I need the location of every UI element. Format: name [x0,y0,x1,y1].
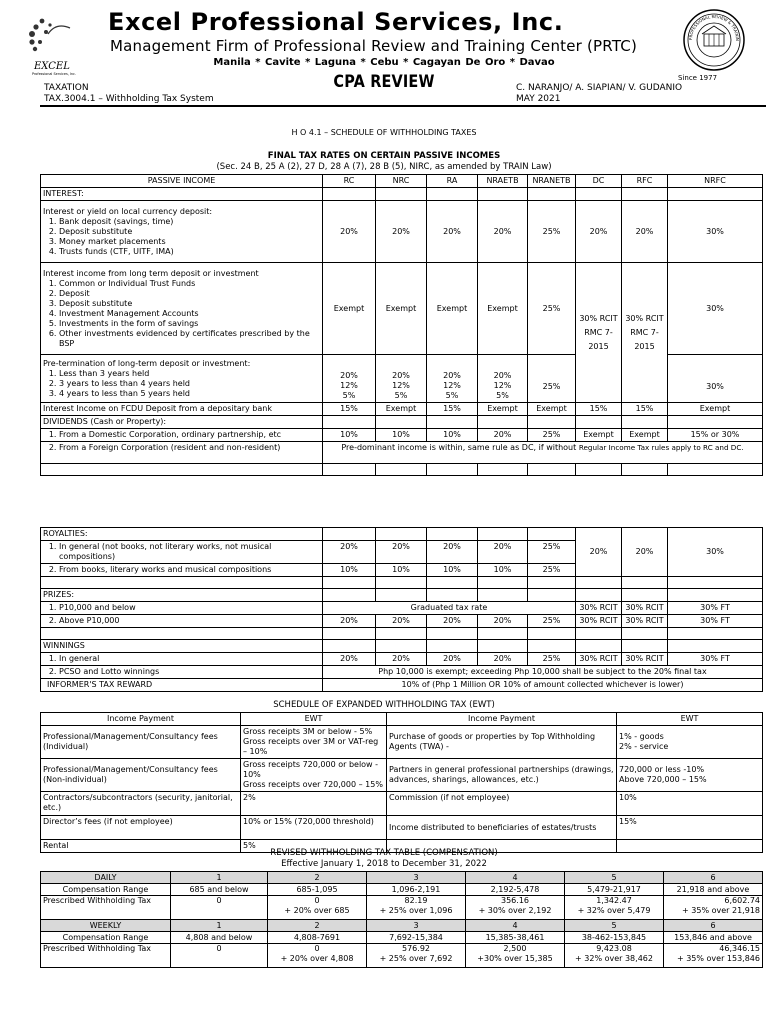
informer-label: INFORMER'S TAX REWARD [41,679,323,692]
rate-cell: 30% RCIT [622,602,668,615]
list-item: 2. 3 years to less than 4 years held [59,379,320,389]
daily-label: DAILY [41,872,171,884]
rate-cell: 30% FT [668,653,763,666]
rate-cell: 20% [427,201,478,263]
table-row [41,442,763,464]
local-currency-cell [41,201,323,263]
ewt-cell: 10% or 15% (720,000 threshold) [241,816,387,840]
table-row [41,726,763,759]
range-cell: 7,692-15,384 [367,932,466,944]
ewt-cell: Contractors/subcontractors (security, janitorial, etc.) [41,792,241,816]
wtax-subtitle: Effective January 1, 2018 to December 31, 2022 [281,859,487,869]
subject: TAXATION [44,83,89,93]
table-row [41,628,763,640]
handout-title: H O 4.1 – SCHEDULE OF WITHHOLDING TAXES [291,128,477,137]
local-intro: Interest or yield on local currency deposit: [43,206,213,216]
list-item: 2. Deposit substitute [59,227,320,237]
range-cell: 2,192-5,478 [466,884,565,896]
column-header: DC [576,175,622,188]
rate-cell: Exempt [376,263,427,355]
column-header: 3 [367,920,466,932]
column-header: 2 [268,872,367,884]
subject-code: TAX.3004.1 – Withholding Tax System [44,94,214,104]
royalties-label: ROYALTIES: [41,528,323,541]
royalties-table [40,527,763,692]
rate-cell: 25% [528,541,576,564]
ewt-cell: Gross receipts 720,000 or below - 10% Gross receipts over 720,000 – 15% [241,759,387,792]
table-row [41,759,763,792]
svg-text:PROFESSIONAL REVIEW & TRAINING: PROFESSIONAL REVIEW & TRAININ [687,13,741,41]
rate-cell: 20% [478,615,528,628]
interest-label: INTEREST: [41,188,323,201]
ewt-cell: Income distributed to beneficiaries of estates/trusts [387,816,617,840]
pre-intro: Pre-termination of long-term deposit or investment: [43,358,251,368]
table-row [41,896,763,920]
list-item: 1. Less than 3 years held [59,369,320,379]
ewt-cell: 15% [617,816,763,840]
list-item: 4. Trusts funds (CTF, UITF, IMA) [59,247,320,257]
table-row [41,201,763,263]
pre-rate-nrc: 20% 12% 5% [376,355,427,403]
table-row [41,666,763,679]
rate-cell: 20% [478,653,528,666]
tax-cell: 0 + 20% over 685 [268,896,367,920]
rcit-rfc-cell: 30% RCIT RMC 7-2015 [622,263,668,403]
ewt-cell: 10% [617,792,763,816]
column-header: NRANETB [528,175,576,188]
table-row [41,416,763,429]
rate-cell: Exempt [622,429,668,442]
column-header: 1 [171,920,268,932]
table-row [41,429,763,442]
final-tax-title: FINAL TAX RATES ON CERTAIN PASSIVE INCOMES [267,151,501,161]
div-foreign-note: Pre-dominant income is within, same rule as DC, if without Regular Income Tax rules apply to RC and DC. [323,442,763,464]
rate-cell: 20% [376,201,427,263]
list-item: 3. Money market placements [59,237,320,247]
ewt-cell: Partners in general professional partnerships (drawings, advances, sharings, allowances, etc.) [387,759,617,792]
column-header: 4 [466,920,565,932]
range-cell: 153,846 and above [664,932,763,944]
ewt-cell: Professional/Management/Consultancy fees (Non-individual) [41,759,241,792]
table-row [41,577,763,589]
rate-cell: 10% [427,564,478,577]
tax-cell: 82.19 + 25% over 1,096 [367,896,466,920]
range-cell: 685-1,095 [268,884,367,896]
tax-cell: 6,602.74 + 35% over 21,918 [664,896,763,920]
rate-cell: 20% [376,541,427,564]
column-header: RA [427,175,478,188]
list-item: 5. Investments in the form of savings [59,319,320,329]
rate-cell: 20% [323,201,376,263]
pre-termination-cell [41,355,323,403]
ewt-cell: Rental [41,840,241,853]
pre-rate-nraetb: 20% 12% 5% [478,355,528,403]
rate-cell: 20% [427,653,478,666]
rate-cell: 30% RCIT [576,602,622,615]
rate-cell: Exempt [528,403,576,416]
range-label: Compensation Range [41,884,171,896]
range-cell: 4,808-7691 [268,932,367,944]
prizes-label: PRIZES: [41,589,323,602]
list-item: 1. Common or Individual Trust Funds [59,279,320,289]
rate-cell: 15% [427,403,478,416]
pre-rate-rc: 20% 12% 5% [323,355,376,403]
table-row [41,944,763,968]
rate-cell: 20% [323,653,376,666]
since-year: Since 1977 [678,74,718,82]
date: MAY 2021 [516,94,561,104]
winnings-label: WINNINGS [41,640,323,653]
column-header: NRC [376,175,427,188]
table-header-row [41,872,763,884]
list-item: 3. Deposit substitute [59,299,320,309]
column-header: EWT [241,713,387,726]
svg-text:EXCEL: EXCEL [34,61,70,72]
column-header: Income Payment [387,713,617,726]
rate-cell: 15% or 30% [668,429,763,442]
author-block [516,83,682,105]
company-subtitle: Management Firm of Professional Review and Training Center (PRTC) [110,37,638,55]
table-row [41,816,763,840]
range-cell: 685 and below [171,884,268,896]
table-row [41,932,763,944]
rate-cell: 15% [576,403,622,416]
table-header-row [41,175,763,188]
ewt-table [40,712,763,853]
prize-low-cell: 1. P10,000 and below [41,602,323,615]
pcso-cell: 2. PCSO and Lotto winnings [41,666,323,679]
range-cell: 15,385-38,461 [466,932,565,944]
column-header: 2 [268,920,367,932]
wtax-title: REVISED WITHHOLDING TAX TABLE (COMPENSATION) [270,848,498,858]
rate-cell: Exempt [323,263,376,355]
rate-cell: 20% [576,201,622,263]
rate-cell: 30% [668,263,763,355]
rate-cell: 20% [622,201,668,263]
royalty-nrfc: 30% [668,528,763,577]
list-item: 6. Other investments evidenced by certificates prescribed by the BSP [59,329,320,349]
tax-cell: 0 [171,944,268,968]
graduated-rate: Graduated tax rate [323,602,576,615]
tax-cell: 46,346.15 + 35% over 153,846 [664,944,763,968]
ewt-cell: Director’s fees (if not employee) [41,816,241,840]
header-rule [40,105,766,107]
rate-cell: 20% [427,615,478,628]
rate-cell: Exempt [427,263,478,355]
royalty-general-cell: 1. In general (not books, not literary works, not musical compositions) [41,541,323,564]
authors: C. NARANJO/ A. SIAPIAN/ V. GUDANIO [516,83,683,93]
pre-rate-ra: 20% 12% 5% [427,355,478,403]
ewt-cell: Gross receipts 3M or below - 5% Gross receipts over 3M or VAT-reg – 10% [241,726,387,759]
column-header: RC [323,175,376,188]
ewt-cell: 720,000 or less -10% Above 720,000 – 15% [617,759,763,792]
range-label: Compensation Range [41,932,171,944]
range-cell: 1,096-2,191 [367,884,466,896]
table-header-row [41,920,763,932]
tax-cell: 356.16 + 30% over 2,192 [466,896,565,920]
rate-cell: 20% [376,653,427,666]
rate-cell: 30% RCIT [622,615,668,628]
table-row [41,602,763,615]
rate-cell: 20% [478,541,528,564]
rate-cell: 20% [478,429,528,442]
list-item: 2. Deposit [59,289,320,299]
table-row [41,884,763,896]
rate-cell: 10% [478,564,528,577]
ewt-cell: Professional/Management/Consultancy fees (Individual) [41,726,241,759]
rate-cell: Exempt [478,263,528,355]
royalty-books-cell: 2. From books, literary works and musical compositions [41,564,323,577]
rcit-dc-cell: 30% RCIT RMC 7-2015 [576,263,622,403]
rate-cell: 20% [323,615,376,628]
column-header: 5 [565,872,664,884]
tax-cell: 0 + 20% over 4,808 [268,944,367,968]
column-header: 4 [466,872,565,884]
ewt-cell: Commission (if not employee) [387,792,617,816]
fcdu-label: Interest Income on FCDU Deposit from a depositary bank [41,403,323,416]
royalty-rfc: 20% [622,528,668,577]
range-cell: 21,918 and above [664,884,763,896]
tax-cell: 0 [171,896,268,920]
table-row [41,464,763,476]
table-row [41,589,763,602]
final-tax-subtitle: (Sec. 24 B, 25 A (2), 27 D, 28 A (7), 28 B (5), NIRC, as amended by TRAIN Law) [216,162,552,172]
rate-cell: 20% [323,541,376,564]
rate-cell: 10% [323,564,376,577]
pre-rate-nrfc: 30% [668,355,763,403]
ewt-cell: Purchase of goods or properties by Top Withholding Agents (TWA) - [387,726,617,759]
list-item: 4. Investment Management Accounts [59,309,320,319]
rate-cell: 25% [528,564,576,577]
rate-cell: 25% [528,653,576,666]
rate-cell: 10% [376,564,427,577]
dividends-label: DIVIDENDS (Cash or Property): [41,416,323,429]
table-header-row [41,713,763,726]
tax-cell: 9,423.08 + 32% over 38,462 [565,944,664,968]
column-header: Income Payment [41,713,241,726]
final-tax-table [40,174,763,476]
table-row [41,615,763,628]
rate-cell: Exempt [376,403,427,416]
tax-cell: 576.92 + 25% over 7,692 [367,944,466,968]
ewt-title: SCHEDULE OF EXPANDED WITHHOLDING TAX (EWT) [273,700,495,710]
div-foreign-cell: 2. From a Foreign Corporation (resident and non-resident) [41,442,323,464]
list-item: 3. 4 years to less than 5 years held [59,389,320,399]
tax-cell: 2,500 +30% over 15,385 [466,944,565,968]
rate-cell: 10% [376,429,427,442]
column-header: 3 [367,872,466,884]
table-row [41,653,763,666]
ewt-cell: 2% [241,792,387,816]
pre-rate-nranetb: 25% [528,355,576,403]
winnings-general-cell: 1. In general [41,653,323,666]
rate-cell: Exempt [478,403,528,416]
table-row [41,640,763,653]
cpa-review-title: CPA REVIEW [333,72,435,92]
weekly-label: WEEKLY [41,920,171,932]
rate-cell: 30% RCIT [576,615,622,628]
table-row [41,403,763,416]
rate-cell: 25% [528,615,576,628]
range-cell: 38-462-153,845 [565,932,664,944]
rate-cell: 20% [376,615,427,628]
table-row [41,679,763,692]
column-header: NRAETB [478,175,528,188]
long-term-cell [41,263,323,355]
rate-cell: 30% [668,201,763,263]
rate-cell: 30% FT [668,615,763,628]
column-header: PASSIVE INCOME [41,175,323,188]
range-cell: 5,479-21,917 [565,884,664,896]
tax-label: Prescribed Withholding Tax [41,896,171,920]
rate-cell: 25% [528,201,576,263]
tax-label: Prescribed Withholding Tax [41,944,171,968]
column-header: 1 [171,872,268,884]
company-title: Excel Professional Services, Inc. [108,8,564,36]
rate-cell: 15% [323,403,376,416]
pcso-note: Php 10,000 is exempt; exceeding Php 10,000 shall be subject to the 20% final tax [323,666,763,679]
table-row [41,792,763,816]
rate-cell: 30% FT [668,602,763,615]
royalty-dc: 20% [576,528,622,577]
rate-cell: Exempt [668,403,763,416]
div-domestic-cell: 1. From a Domestic Corporation, ordinary partnership, etc [41,429,323,442]
table-row [41,188,763,201]
list-item: 1. Bank deposit (savings, time) [59,217,320,227]
rate-cell: 10% [323,429,376,442]
informer-note: 10% of (Php 1 Million OR 10% of amount collected whichever is lower) [323,679,763,692]
column-header: RFC [622,175,668,188]
column-header: EWT [617,713,763,726]
column-header: 5 [565,920,664,932]
rate-cell: 25% [528,429,576,442]
rate-cell: 20% [478,201,528,263]
range-cell: 4,808 and below [171,932,268,944]
column-header: 6 [664,920,763,932]
table-row [41,528,763,541]
rate-cell: 25% [528,263,576,355]
ewt-cell: 5% [241,840,387,853]
table-row [41,263,763,355]
svg-text:Professional Services, Inc.: Professional Services, Inc. [32,72,76,76]
long-intro: Interest income from long term deposit or investment [43,268,259,278]
rate-cell: Exempt [576,429,622,442]
column-header: NRFC [668,175,763,188]
ewt-cell: 1% - goods 2% - service [617,726,763,759]
branches: Manila * Cavite * Laguna * Cebu * Cagayan De Oro * Davao [213,57,555,68]
tax-cell: 1,342.47 + 32% over 5,479 [565,896,664,920]
rate-cell: 20% [427,541,478,564]
rate-cell: 10% [427,429,478,442]
rate-cell: 30% RCIT [576,653,622,666]
rate-cell: 15% [622,403,668,416]
rate-cell: 30% RCIT [622,653,668,666]
wtax-table [40,871,763,968]
prize-high-cell: 2. Above P10,000 [41,615,323,628]
column-header: 6 [664,872,763,884]
